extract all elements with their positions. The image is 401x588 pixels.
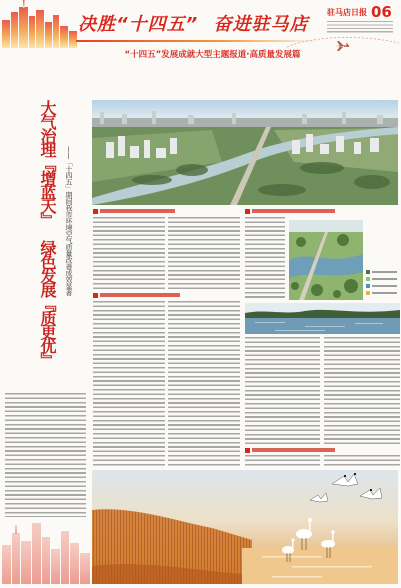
legend-label	[372, 278, 397, 279]
photo-wetland-lake	[245, 303, 400, 338]
legend-swatch-icon	[366, 277, 370, 281]
page-number: 06	[371, 3, 392, 21]
legend-swatch-icon	[366, 270, 370, 274]
section-marker-icon	[93, 293, 98, 298]
airplane-icon	[334, 36, 350, 55]
photo-legend	[366, 270, 398, 300]
body-text-column	[324, 455, 400, 468]
headline-deck: ——「十四五」期间我市环境空气质量改善成效显著	[65, 146, 73, 296]
body-text-column	[245, 217, 285, 299]
footer-skyline-graphic	[0, 515, 90, 588]
legend-label	[372, 271, 397, 272]
intro-text-column	[5, 393, 86, 517]
header-skyline-graphic	[0, 0, 78, 52]
section-marker-icon	[245, 209, 250, 214]
legend-swatch-icon	[366, 291, 370, 295]
section-heading-1	[93, 208, 175, 214]
section-heading-4-text	[252, 448, 335, 452]
photo-cranes-wetland	[92, 470, 398, 588]
section-heading-4	[245, 447, 335, 453]
body-text-column	[93, 301, 165, 467]
body-text-column	[168, 217, 240, 289]
body-text-column	[245, 455, 320, 468]
section-heading-3	[93, 292, 180, 298]
issue-date-lines	[327, 21, 393, 33]
section-marker-icon	[93, 209, 98, 214]
section-heading-3-text	[100, 293, 180, 297]
newspaper-name: 驻马店日报	[327, 8, 367, 17]
body-text-column	[245, 337, 320, 445]
photo-aerial-city	[92, 100, 398, 209]
body-text-column	[324, 337, 400, 445]
header-subtitle: “十四五”发展成就大型主题报道·高质量发展篇	[124, 50, 301, 60]
section-heading-2	[245, 208, 335, 214]
body-text-column	[93, 217, 165, 289]
headline-line-1: 大气治理『增蓝天』	[38, 100, 57, 226]
header-title: 决胜“十四五” 奋进驻马店	[78, 14, 309, 35]
section-marker-icon	[245, 448, 250, 453]
legend-swatch-icon	[366, 284, 370, 288]
section-heading-1-text	[100, 209, 175, 213]
legend-label	[372, 292, 397, 293]
legend-label	[372, 285, 397, 286]
section-heading-2-text	[252, 209, 335, 213]
photo-park-aerial	[289, 220, 363, 304]
headline-line-2: 绿色发展『质更优』	[38, 240, 57, 366]
body-text-column	[168, 301, 240, 467]
